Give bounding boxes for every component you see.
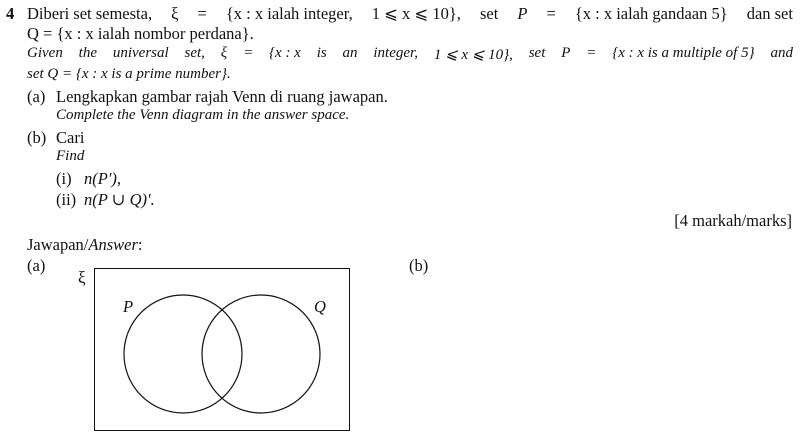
- question-stem-ms-line1: [27, 4, 793, 24]
- en-word: the: [78, 45, 97, 61]
- en-word: 1 ⩽ x ⩽ 10},: [433, 47, 513, 63]
- en-word: =: [586, 45, 597, 61]
- subpart-i-label: (i): [56, 169, 72, 188]
- en-word: is: [316, 45, 327, 61]
- en-word: and: [770, 45, 793, 61]
- answer-part-a-label: (a): [27, 256, 46, 275]
- set-p-symbol: P: [561, 45, 571, 61]
- en-word: =: [243, 45, 254, 61]
- venn-diagram: [94, 268, 350, 431]
- universal-set-symbol: ξ: [220, 45, 228, 61]
- answer-heading-colon: :: [137, 235, 143, 254]
- part-a-label: (a): [27, 87, 46, 106]
- en-word: set: [528, 45, 546, 61]
- part-b-instruction-en: Find: [56, 148, 85, 164]
- en-word: an: [342, 45, 358, 61]
- ms-word: dan set: [746, 4, 793, 23]
- en-word: {x : x: [269, 45, 301, 61]
- universal-set-symbol: ξ: [171, 4, 179, 23]
- universal-set-label: ξ: [78, 268, 86, 287]
- ms-word: {x : x ialah integer,: [225, 4, 353, 23]
- set-p-circle: [124, 295, 242, 413]
- question-number: 4: [6, 4, 15, 23]
- subpart-i-expression: n(P′),: [84, 169, 122, 188]
- answer-part-b-label: (b): [409, 256, 429, 275]
- ms-word: set: [479, 4, 499, 23]
- question-stem-en-line1: [27, 45, 793, 64]
- en-word: Given: [27, 45, 63, 61]
- question-stem-en-line2: set Q = {x : x is a prime number}.: [27, 66, 231, 82]
- set-q-label: Q: [314, 297, 326, 316]
- subpart-ii-label: (ii): [56, 190, 77, 209]
- ms-word: {x : x ialah gandaan 5}: [574, 4, 728, 23]
- ms-word: Diberi set semesta,: [27, 4, 153, 23]
- ms-word: =: [546, 4, 556, 23]
- part-b-instruction-ms: Cari: [56, 128, 85, 147]
- set-p-label: P: [123, 297, 134, 316]
- set-q-circle: [202, 295, 320, 413]
- en-word: integer,: [373, 45, 418, 61]
- subpart-ii-expression: n(P ∪ Q)′.: [84, 190, 155, 209]
- answer-heading-en: Answer: [88, 235, 138, 254]
- answer-heading: [27, 235, 143, 255]
- question-stem-ms-line2: Q = {x : x ialah nombor perdana}.: [27, 24, 254, 43]
- en-word: universal: [112, 45, 169, 61]
- part-a-instruction-en: Complete the Venn diagram in the answer space.: [56, 107, 350, 123]
- part-a-instruction-ms: Lengkapkan gambar rajah Venn di ruang jawapan.: [56, 87, 388, 106]
- set-p-symbol: P: [517, 4, 528, 23]
- en-word: set,: [184, 45, 205, 61]
- marks-allocation: [4 markah/marks]: [674, 211, 792, 230]
- ms-word: 1 ⩽ x ⩽ 10},: [371, 4, 461, 23]
- ms-word: =: [197, 4, 207, 23]
- answer-heading-ms: Jawapan/: [27, 235, 89, 254]
- part-b-label: (b): [27, 128, 47, 147]
- en-word: {x : x is a multiple of 5}: [612, 45, 755, 61]
